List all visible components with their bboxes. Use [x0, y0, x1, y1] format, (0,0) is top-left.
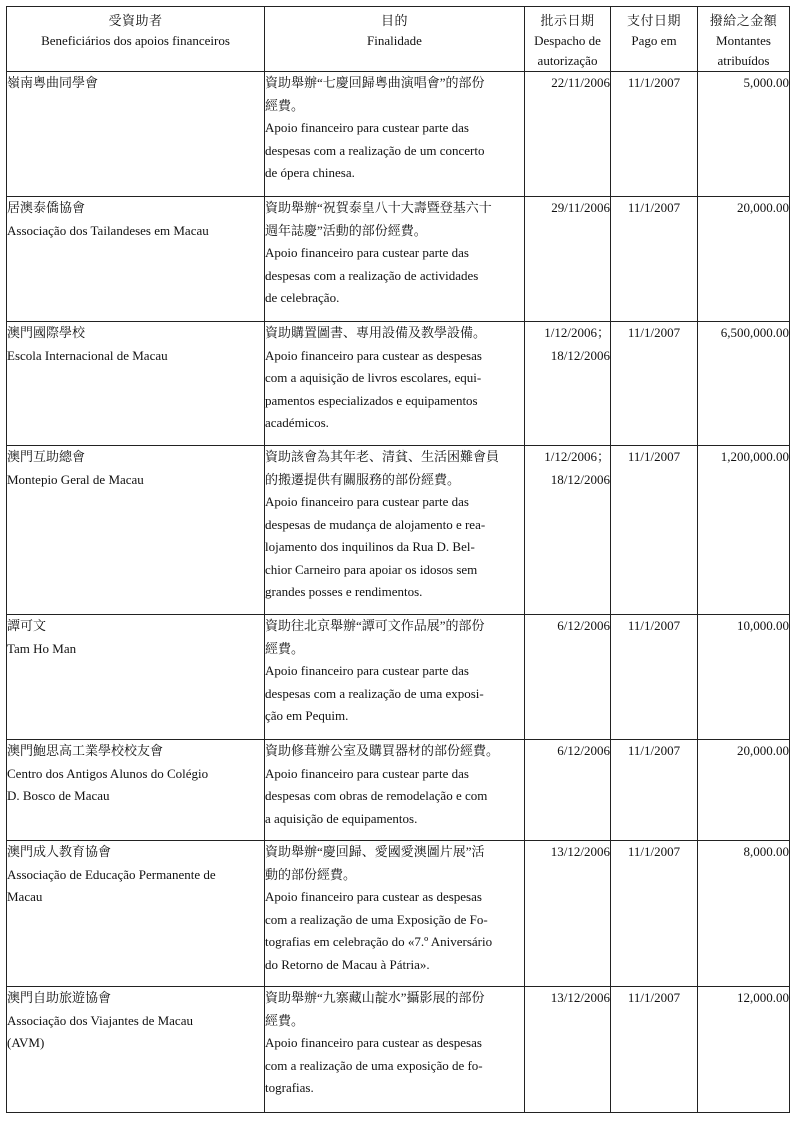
- table-row: [7, 740, 790, 841]
- authorization-date: 1/12/2006；: [544, 449, 610, 464]
- beneficiary-line: 澳門自助旅遊協會: [7, 990, 112, 1005]
- authorization-date-cell: [525, 841, 611, 987]
- beneficiary-line: Tam Ho Man: [7, 640, 77, 656]
- purpose-line: 資助舉辦“祝賀泰皇八十大壽暨登基六十: [265, 200, 492, 215]
- beneficiary-line: Associação de Educação Permanente de: [7, 866, 216, 882]
- paid-date-cell: 11/1/2007: [611, 615, 698, 740]
- table-row: [7, 197, 790, 322]
- purpose-line: 經費。: [265, 1012, 305, 1028]
- purpose-line: 資助該會為其年老、清貧、生活困難會員: [265, 449, 500, 464]
- purpose-cell: [265, 740, 525, 841]
- header-beneficiary-zh: 受資助者: [108, 13, 163, 28]
- paid-date-cell: 11/1/2007: [611, 446, 698, 615]
- purpose-line: 資助往北京舉辦“譚可文作品展”的部份: [265, 618, 485, 633]
- table-row: [7, 72, 790, 197]
- purpose-line: 資助舉辦“九寨藏山靛水”攝影展的部份: [265, 990, 485, 1005]
- beneficiary-line: 澳門互助總會: [7, 449, 86, 464]
- authorization-date-cell: [525, 322, 611, 446]
- beneficiary-cell: [7, 841, 265, 987]
- header-beneficiary-pt: Beneficiários dos apoios financeiros: [41, 33, 230, 48]
- purpose-line: 的搬遷提供有關服務的部份經費。: [265, 471, 461, 487]
- purpose-line: 經費。: [265, 640, 305, 656]
- purpose-cell: [265, 446, 525, 615]
- paid-date-cell: 11/1/2007: [611, 72, 698, 197]
- paid-date-cell: 11/1/2007: [611, 322, 698, 446]
- purpose-line: 動的部份經費。: [265, 866, 357, 882]
- purpose-line: tografias.: [265, 1080, 314, 1095]
- grants-table: [6, 6, 790, 1113]
- authorization-date: 1/12/2006；: [544, 325, 610, 340]
- purpose-line: grandes posses e rendimentos.: [265, 584, 423, 599]
- header-authorization-pt-2: autorização: [537, 53, 598, 68]
- beneficiary-line: 澳門鮑思高工業學校校友會: [7, 743, 164, 758]
- purpose-cell: [265, 841, 525, 987]
- amount-cell: 5,000.00: [698, 72, 790, 197]
- authorization-date-cell: [525, 615, 611, 740]
- header-paid-pt: Pago em: [631, 33, 677, 48]
- beneficiary-line: Macau: [7, 889, 43, 904]
- purpose-line: do Retorno de Macau à Pátria».: [265, 956, 430, 972]
- purpose-line: tografias em celebração do «7.º Aniversário: [265, 934, 493, 949]
- table-row: [7, 446, 790, 615]
- purpose-line: académicos.: [265, 415, 329, 430]
- beneficiary-line: 澳門成人教育協會: [7, 844, 112, 859]
- table-row: [7, 615, 790, 740]
- purpose-line: de ópera chinesa.: [265, 165, 355, 180]
- table-row: [7, 322, 790, 446]
- amount-cell: 1,200,000.00: [698, 446, 790, 615]
- beneficiary-line: 譚可文: [7, 618, 47, 633]
- purpose-line: despesas com a realização de um concerto: [265, 142, 485, 158]
- authorization-date: 29/11/2006: [551, 200, 610, 215]
- beneficiary-line: Associação dos Tailandeses em Macau: [7, 222, 209, 238]
- amount-cell: 8,000.00: [698, 841, 790, 987]
- purpose-line: despesas com a realização de actividades: [265, 267, 479, 283]
- header-purpose-pt: Finalidade: [367, 33, 422, 48]
- header-amount-pt-2: atribuídos: [717, 53, 770, 68]
- header-paid: [611, 7, 698, 72]
- beneficiary-line: Montepio Geral de Macau: [7, 471, 144, 487]
- header-purpose-zh: 目的: [380, 13, 408, 28]
- authorization-date-cell: [525, 197, 611, 322]
- amount-cell: 10,000.00: [698, 615, 790, 740]
- header-row: [7, 7, 790, 72]
- header-amount-pt-1: Montantes: [716, 33, 771, 48]
- paid-date-cell: 11/1/2007: [611, 841, 698, 987]
- authorization-date: 18/12/2006: [550, 471, 610, 487]
- authorization-date: 13/12/2006: [550, 990, 610, 1005]
- beneficiary-line: 居澳泰僑協會: [7, 200, 86, 215]
- beneficiary-line: 澳門國際學校: [7, 325, 86, 340]
- purpose-line: despesas com obras de remodelação e com: [265, 788, 488, 803]
- paid-date-cell: 11/1/2007: [611, 740, 698, 841]
- beneficiary-line: (AVM): [7, 1035, 45, 1050]
- amount-cell: 20,000.00: [698, 197, 790, 322]
- purpose-line: Apoio financeiro para custear parte das: [265, 494, 469, 509]
- beneficiary-line: Escola Internacional de Macau: [7, 347, 168, 363]
- header-authorization-pt-1: Despacho de: [534, 33, 601, 48]
- beneficiary-cell: [7, 987, 265, 1113]
- purpose-line: 資助舉辦“七慶回歸粵曲演唱會”的部份: [265, 75, 485, 90]
- purpose-line: 經費。: [265, 97, 305, 113]
- authorization-date: 18/12/2006: [550, 347, 610, 363]
- table-row: [7, 987, 790, 1113]
- purpose-line: 週年誌慶”活動的部份經費。: [265, 222, 427, 238]
- authorization-date-cell: [525, 446, 611, 615]
- purpose-line: lojamento dos inquilinos da Rua D. Bel-: [265, 539, 475, 554]
- purpose-line: Apoio financeiro para custear parte das: [265, 245, 469, 260]
- beneficiary-cell: [7, 72, 265, 197]
- beneficiary-cell: [7, 615, 265, 740]
- purpose-line: pamentos especializados e equipamentos: [265, 392, 478, 408]
- purpose-line: Apoio financeiro para custear as despesas: [265, 889, 482, 904]
- grant-rows: [7, 72, 790, 1113]
- purpose-line: ção em Pequim.: [265, 708, 349, 723]
- purpose-line: com a realização de uma exposição de fo-: [265, 1057, 483, 1073]
- purpose-line: chior Carneiro para apoiar os idosos sem: [265, 561, 478, 577]
- table-row: [7, 841, 790, 987]
- purpose-cell: [265, 197, 525, 322]
- purpose-line: despesas com a realização de uma exposi-: [265, 685, 484, 701]
- amount-cell: 6,500,000.00: [698, 322, 790, 446]
- purpose-cell: [265, 615, 525, 740]
- purpose-line: a aquisição de equipamentos.: [265, 810, 418, 826]
- purpose-cell: [265, 72, 525, 197]
- authorization-date-cell: [525, 987, 611, 1113]
- purpose-line: Apoio financeiro para custear parte das: [265, 120, 469, 135]
- purpose-line: 資助舉辦“慶回歸、愛國愛澳圖片展”活: [265, 844, 485, 859]
- authorization-date: 6/12/2006: [557, 618, 610, 633]
- purpose-line: 資助修葺辦公室及購買器材的部份經費。: [265, 743, 500, 758]
- authorization-date-cell: [525, 740, 611, 841]
- beneficiary-cell: [7, 322, 265, 446]
- beneficiary-line: 嶺南粵曲同學會: [7, 75, 99, 90]
- purpose-line: despesas de mudança de alojamento e rea-: [265, 516, 486, 532]
- purpose-line: 資助購置圖書、專用設備及教學設備。: [265, 325, 487, 340]
- authorization-date-cell: [525, 72, 611, 197]
- purpose-line: de celebração.: [265, 290, 340, 305]
- purpose-line: Apoio financeiro para custear parte das: [265, 765, 469, 781]
- authorization-date: 13/12/2006: [550, 844, 610, 859]
- beneficiary-cell: [7, 197, 265, 322]
- purpose-line: com a aquisição de livros escolares, equi-: [265, 370, 482, 385]
- amount-cell: 12,000.00: [698, 987, 790, 1113]
- beneficiary-line: Centro dos Antigos Alunos do Colégio: [7, 765, 209, 781]
- paid-date-cell: 11/1/2007: [611, 197, 698, 322]
- amount-cell: 20,000.00: [698, 740, 790, 841]
- beneficiary-cell: [7, 740, 265, 841]
- header-amount-zh: 撥給之金額: [709, 13, 778, 28]
- paid-date-cell: 11/1/2007: [611, 987, 698, 1113]
- purpose-line: com a realização de uma Exposição de Fo-: [265, 911, 488, 927]
- header-beneficiary: [7, 7, 265, 72]
- beneficiary-line: Associação dos Viajantes de Macau: [7, 1012, 193, 1028]
- purpose-cell: [265, 322, 525, 446]
- authorization-date: 6/12/2006: [557, 743, 610, 758]
- header-amount: [698, 7, 790, 72]
- header-authorization-zh: 批示日期: [540, 13, 595, 28]
- beneficiary-line: D. Bosco de Macau: [7, 788, 110, 803]
- header-authorization: [525, 7, 611, 72]
- authorization-date: 22/11/2006: [551, 75, 610, 90]
- purpose-cell: [265, 987, 525, 1113]
- header-paid-zh: 支付日期: [626, 13, 681, 28]
- purpose-line: Apoio financeiro para custear as despesas: [265, 1035, 482, 1050]
- purpose-line: Apoio financeiro para custear as despesas: [265, 347, 482, 363]
- beneficiary-cell: [7, 446, 265, 615]
- header-purpose: [265, 7, 525, 72]
- purpose-line: Apoio financeiro para custear parte das: [265, 663, 469, 678]
